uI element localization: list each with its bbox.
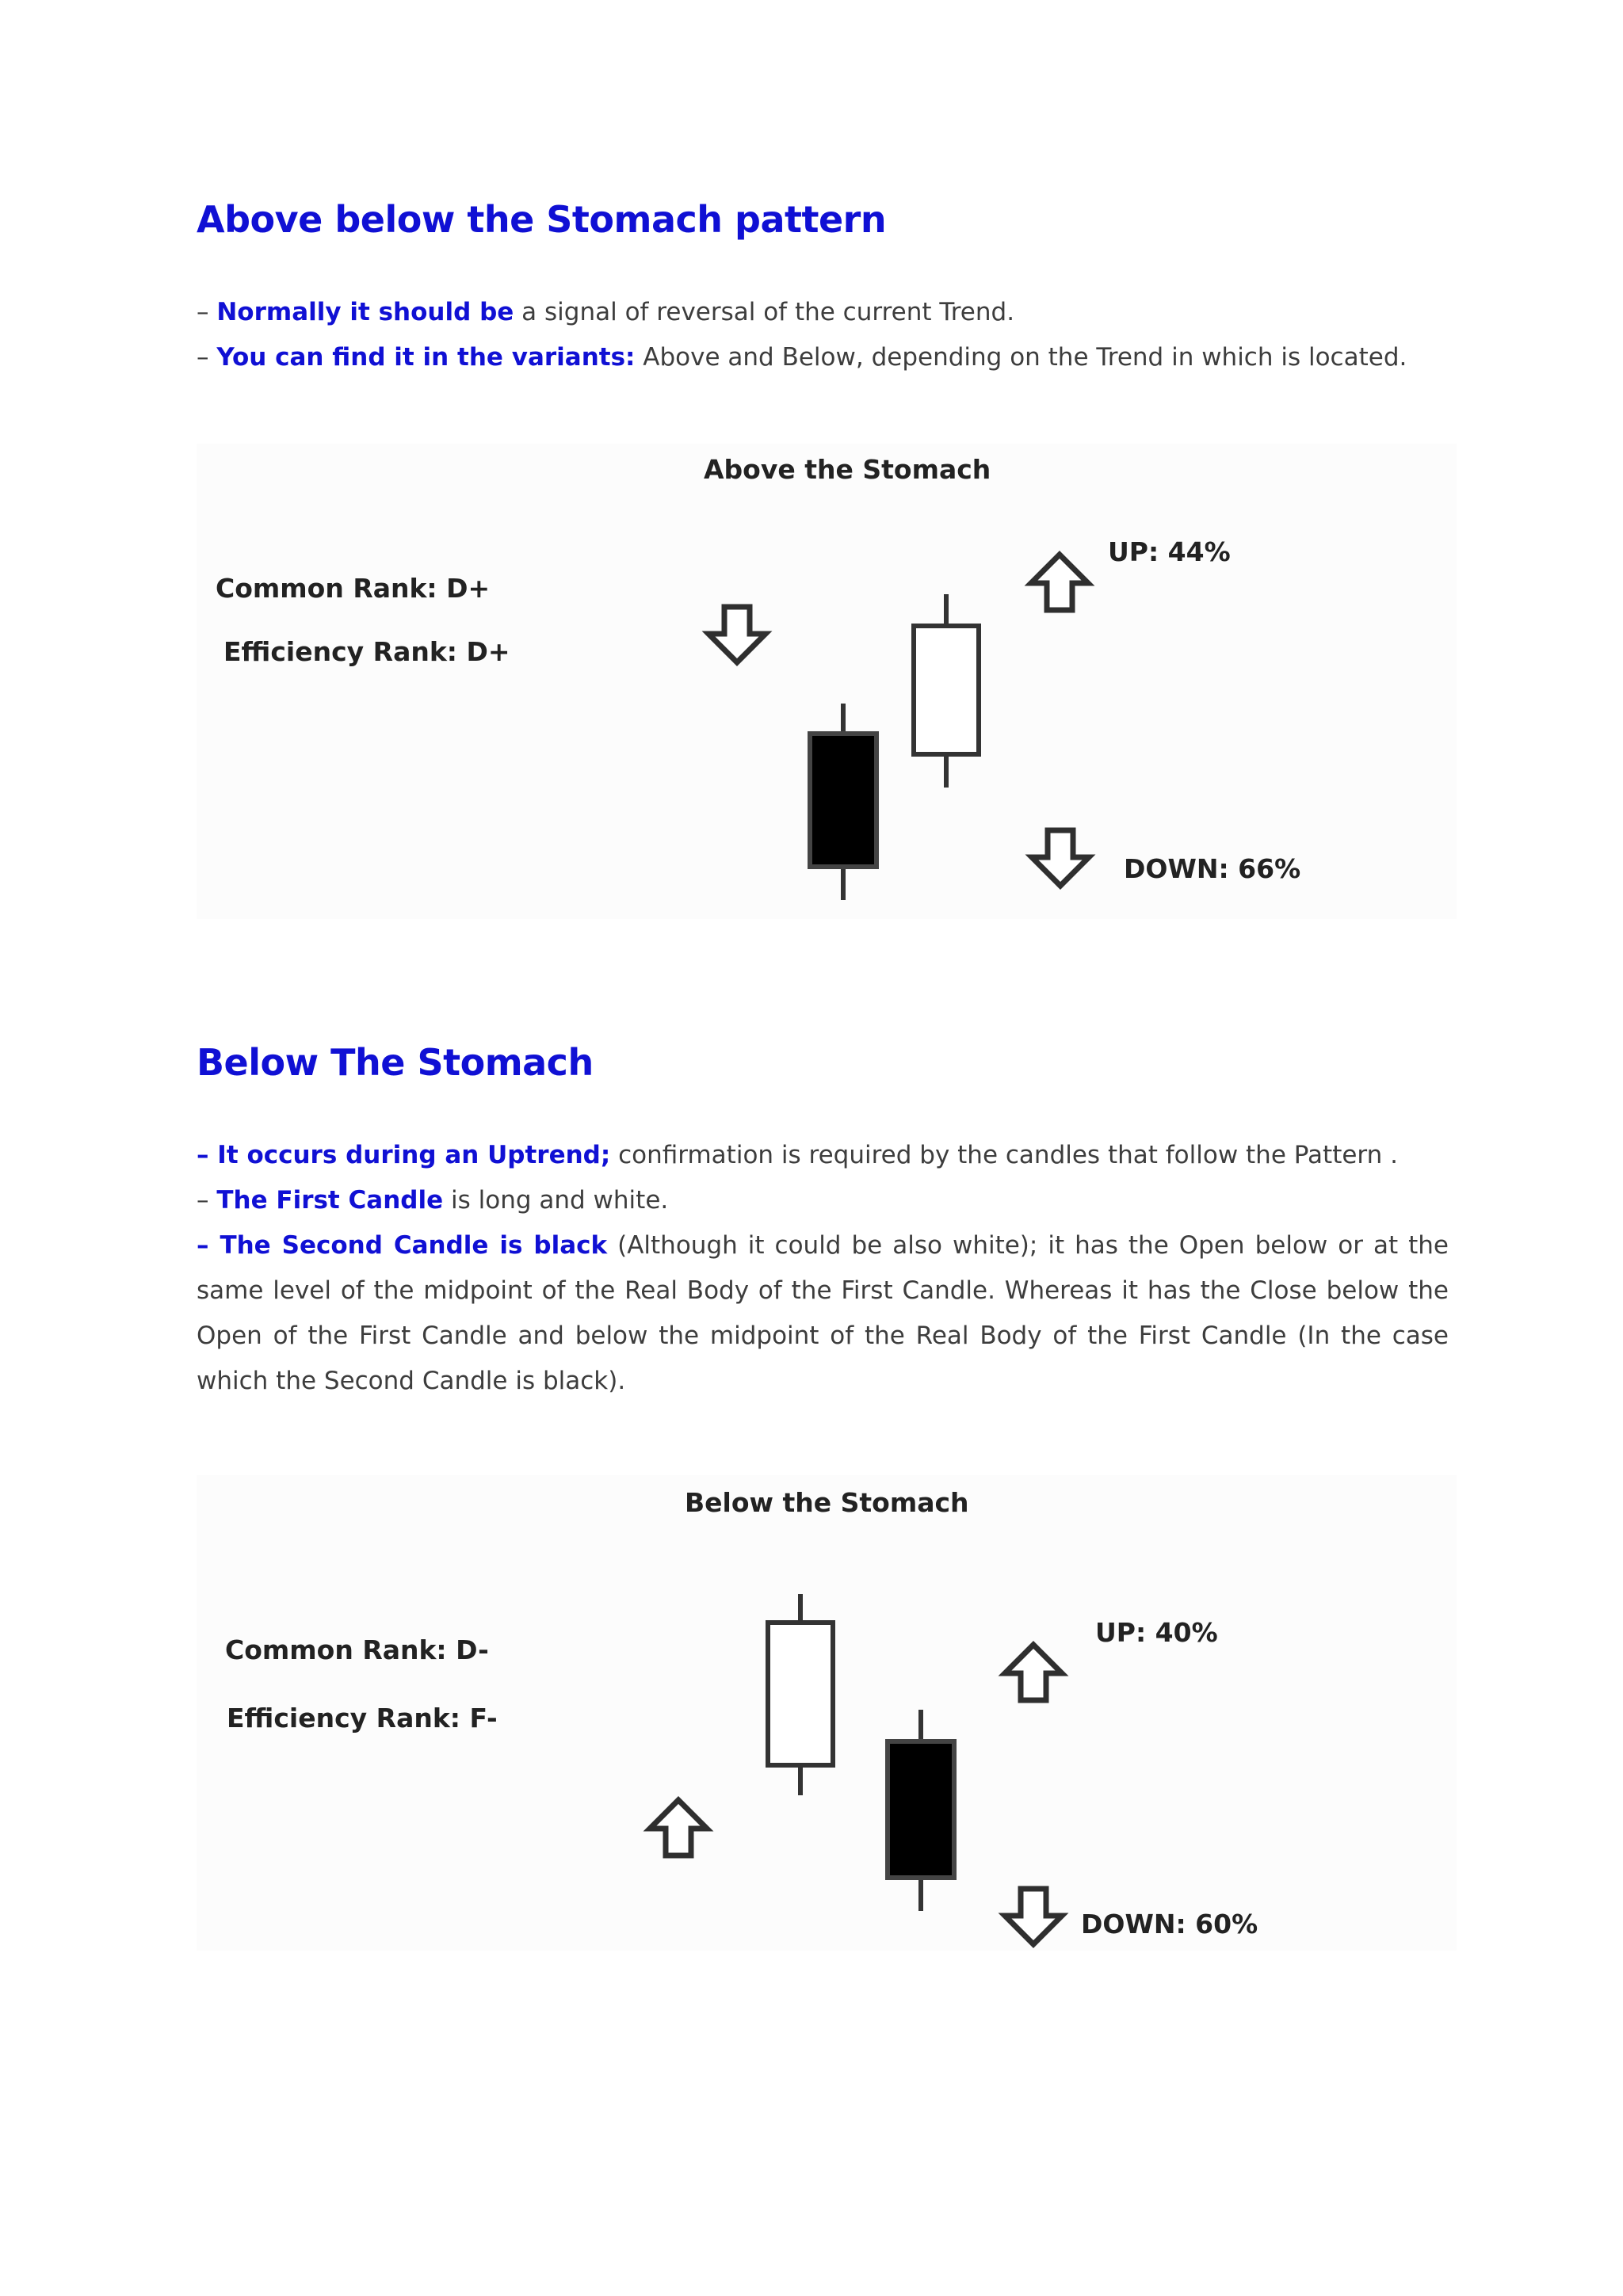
bullet-prefix: – (197, 298, 217, 326)
figure-title: Above the Stomach (704, 454, 991, 485)
section-text-above (197, 290, 1449, 380)
common-rank-label: Common Rank: D- (225, 1634, 489, 1665)
bullet-text: confirmation is required by the candles that follow the Pattern . (610, 1141, 1398, 1169)
down-arrow-icon (708, 607, 766, 662)
common-rank-label: Common Rank: D+ (216, 573, 491, 604)
figure-above-svg (197, 444, 1457, 919)
section-heading-above: Above below the Stomach pattern (197, 198, 887, 241)
bullet-text: is long and white. (443, 1186, 669, 1215)
down-arrow-icon (1032, 830, 1089, 886)
bullet-line (197, 335, 1449, 380)
figure-above-the-stomach (197, 444, 1457, 919)
black-candle (888, 1710, 954, 1911)
bullet-prefix: – (197, 343, 217, 372)
bullet-prefix: – (197, 1186, 217, 1215)
figure-below-svg (197, 1475, 1457, 1951)
bullet-line (197, 1178, 1449, 1223)
up-arrow-icon (1031, 555, 1088, 610)
bullet-text: Above and Below, depending on the Trend in which is located. (635, 343, 1407, 372)
figure-below-the-stomach (197, 1475, 1457, 1951)
up-percentage: UP: 40% (1095, 1617, 1218, 1648)
section-text-below (197, 1133, 1449, 1404)
efficiency-rank-label: Efficiency Rank: F- (227, 1703, 498, 1733)
bullet-highlight: The First Candle (216, 1186, 444, 1215)
bullet-highlight: Normally it should be (216, 298, 514, 326)
down-percentage: DOWN: 66% (1124, 853, 1301, 884)
white-candle (768, 1594, 833, 1795)
bullet-text: (Although it could be also white); it has the Open below or at the same level of the midpoint of the Real Body of the First Candle. Whereas it has the Close below the Open of the First Candle and below the midpoint of the Real Body of the First Candle (In the case which the Second Candle is black). (197, 1231, 1449, 1395)
down-percentage: DOWN: 60% (1081, 1909, 1258, 1939)
bullet-highlight: – It occurs during an Uptrend; (197, 1141, 611, 1169)
bullet-line (197, 290, 1449, 335)
section-heading-below: Below The Stomach (197, 1041, 594, 1084)
up-arrow-icon (650, 1800, 707, 1855)
bullet-text: a signal of reversal of the current Trend. (514, 298, 1015, 326)
bullet-line (197, 1223, 1449, 1404)
bullet-highlight: – The Second Candle is black (197, 1231, 608, 1260)
down-arrow-icon (1005, 1889, 1062, 1944)
black-candle (810, 704, 876, 900)
white-candle (914, 594, 979, 788)
up-arrow-icon (1005, 1645, 1062, 1700)
bullet-line (197, 1133, 1449, 1178)
figure-title: Below the Stomach (685, 1487, 969, 1518)
bullet-highlight: You can find it in the variants: (216, 343, 636, 372)
up-percentage: UP: 44% (1108, 536, 1231, 567)
efficiency-rank-label: Efficiency Rank: D+ (223, 636, 510, 667)
